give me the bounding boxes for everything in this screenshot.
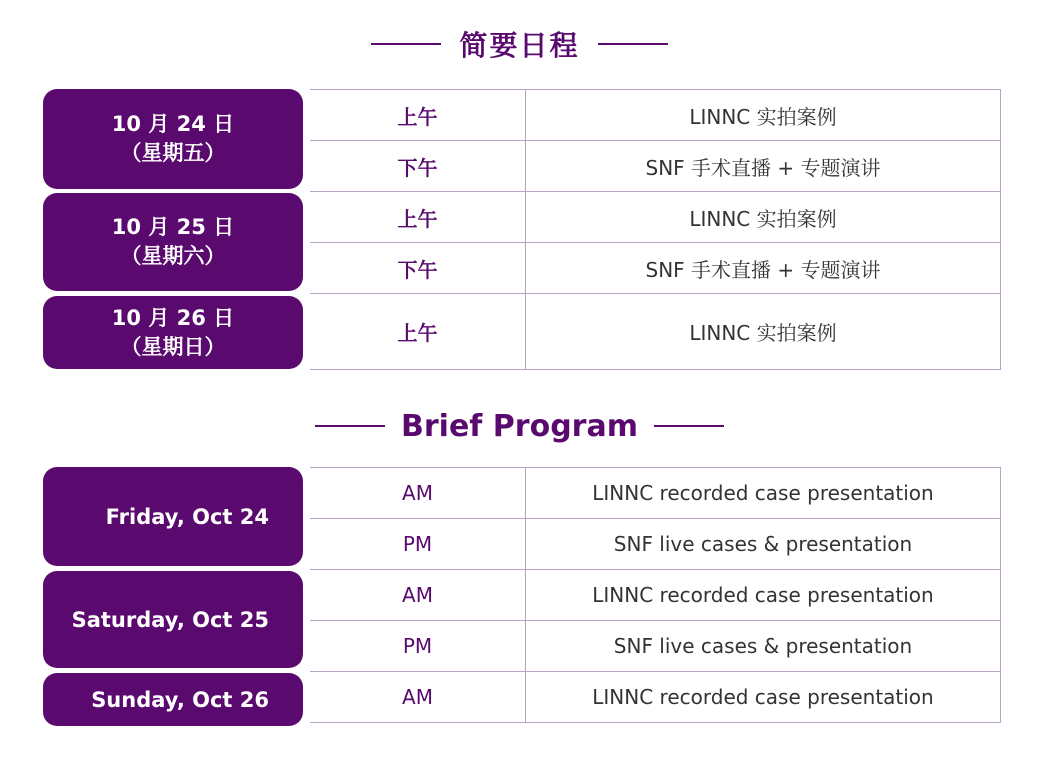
activity-cell: SNF 手术直播 + 专题演讲 — [526, 141, 1001, 191]
activity-cell: LINNC 实拍案例 — [526, 192, 1001, 242]
activity-cell: SNF 手术直播 + 专题演讲 — [526, 243, 1001, 293]
schedule-title-cn — [0, 22, 1039, 66]
table-row — [310, 192, 1001, 243]
day-date: 10 月 25 日 — [111, 215, 235, 239]
table-row — [310, 672, 1001, 723]
table-row — [310, 468, 1001, 519]
day-label: Saturday, Oct 25 — [71, 607, 269, 632]
schedule-title-cn-text: 简要日程 — [459, 29, 580, 62]
day-weekday: （星期六） — [120, 244, 226, 268]
activity-cell: LINNC recorded case presentation — [526, 570, 1001, 620]
activity-cell: LINNC recorded case presentation — [526, 468, 1001, 518]
day-box-sunday-en — [43, 673, 303, 726]
day-weekday: （星期日） — [120, 334, 226, 359]
day-box-oct24-cn — [43, 89, 303, 189]
table-row — [310, 90, 1001, 141]
day-label: Friday, Oct 24 — [105, 504, 269, 529]
table-row — [310, 621, 1001, 672]
period-cell: PM — [310, 621, 526, 671]
day-box-oct25-cn — [43, 193, 303, 291]
day-box-oct26-cn — [43, 296, 303, 369]
period-cell: PM — [310, 519, 526, 569]
activity-cell: SNF live cases & presentation — [526, 621, 1001, 671]
table-row — [310, 294, 1001, 370]
table-row — [310, 519, 1001, 570]
title-rule-right — [598, 43, 668, 45]
schedule-title-en — [0, 404, 1039, 448]
period-cell: 上午 — [310, 192, 526, 242]
schedule-table-en — [310, 467, 1001, 723]
activity-cell: LINNC recorded case presentation — [526, 672, 1001, 722]
title-rule-left — [371, 43, 441, 45]
title-rule-right — [654, 425, 724, 427]
table-row — [310, 141, 1001, 192]
period-cell: 上午 — [310, 294, 526, 369]
activity-cell: LINNC 实拍案例 — [526, 90, 1001, 140]
activity-cell: LINNC 实拍案例 — [526, 294, 1001, 369]
period-cell: 上午 — [310, 90, 526, 140]
day-date: 10 月 26 日 — [111, 305, 235, 330]
period-cell: 下午 — [310, 141, 526, 191]
period-cell: AM — [310, 570, 526, 620]
table-row — [310, 570, 1001, 621]
period-cell: AM — [310, 672, 526, 722]
title-rule-left — [315, 425, 385, 427]
schedule-table-cn — [310, 89, 1001, 370]
activity-cell: SNF live cases & presentation — [526, 519, 1001, 569]
period-cell: AM — [310, 468, 526, 518]
day-date: 10 月 24 日 — [111, 112, 235, 136]
day-label: Sunday, Oct 26 — [91, 687, 269, 712]
table-row — [310, 243, 1001, 294]
day-box-saturday-en — [43, 571, 303, 668]
day-weekday: （星期五） — [120, 141, 226, 165]
period-cell: 下午 — [310, 243, 526, 293]
schedule-title-en-text: Brief Program — [401, 408, 638, 444]
day-box-friday-en — [43, 467, 303, 566]
